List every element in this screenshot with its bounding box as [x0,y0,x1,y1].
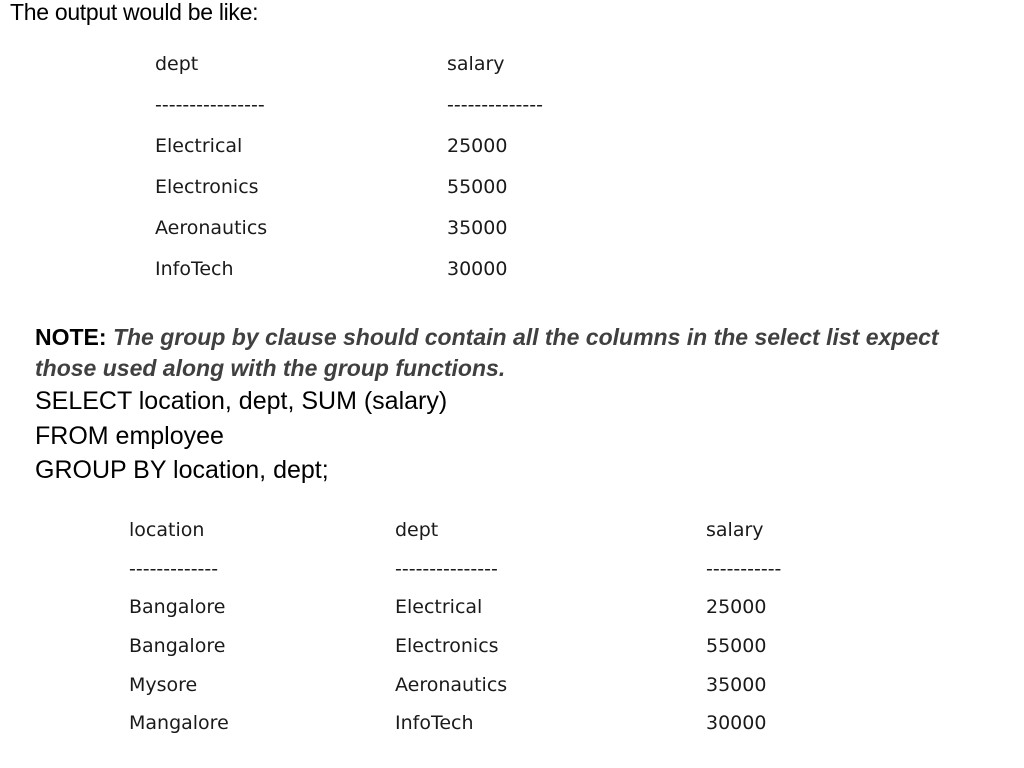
table-header-row [129,511,826,550]
table-row [129,665,826,704]
intro-heading: The output would be like: [10,0,259,25]
cell-dept: InfoTech [395,712,474,735]
cell-salary: 25000 [706,596,767,619]
column-header-salary: salary [447,52,505,75]
separator-dept: ---------------- [155,93,265,116]
cell-location: Bangalore [129,596,226,619]
cell-dept: Aeronautics [395,673,508,696]
table-separator-row [129,550,826,589]
cell-dept: Electronics [155,175,259,198]
table-row [155,125,607,166]
table-row [155,207,607,248]
column-header-location: location [129,519,205,542]
cell-location: Mangalore [129,712,229,735]
table-row [129,704,826,743]
cell-location: Mysore [129,673,198,696]
cell-location: Bangalore [129,635,226,658]
cell-dept: Electronics [395,635,499,658]
sql-line-group-by: GROUP BY location, dept; [35,456,329,484]
separator-location: ------------- [129,557,219,580]
sql-line-from: FROM employee [35,421,224,450]
table-header-row [155,43,607,84]
cell-salary: 35000 [447,216,508,239]
sql-query [35,384,447,488]
separator-dept: --------------- [395,557,498,580]
cell-salary: 55000 [706,635,767,658]
cell-salary: 35000 [706,673,767,696]
note-label: NOTE: [35,324,107,350]
cell-salary: 25000 [447,134,508,157]
cell-dept: Electrical [395,596,483,619]
separator-salary: ----------- [706,557,782,580]
table-row [129,588,826,627]
cell-salary: 55000 [447,175,508,198]
dept-salary-output-table [155,43,607,289]
sql-line-select: SELECT location, dept, SUM (salary) [35,387,448,415]
column-header-dept: dept [395,519,439,542]
note-text: The group by clause should contain all the columns in the select list expect those used along with the group functions. [35,324,939,381]
table-row [129,627,826,666]
cell-dept: Aeronautics [155,216,268,239]
table-separator-row [155,84,607,125]
separator-salary: -------------- [447,93,543,116]
note-paragraph [35,322,995,384]
table-row [155,248,607,289]
cell-salary: 30000 [706,712,767,735]
table-row [155,166,607,207]
cell-dept: Electrical [155,134,243,157]
location-dept-salary-output-table [129,511,826,743]
cell-dept: InfoTech [155,257,234,280]
cell-salary: 30000 [447,257,508,280]
column-header-salary: salary [706,519,764,542]
column-header-dept: dept [155,52,199,75]
